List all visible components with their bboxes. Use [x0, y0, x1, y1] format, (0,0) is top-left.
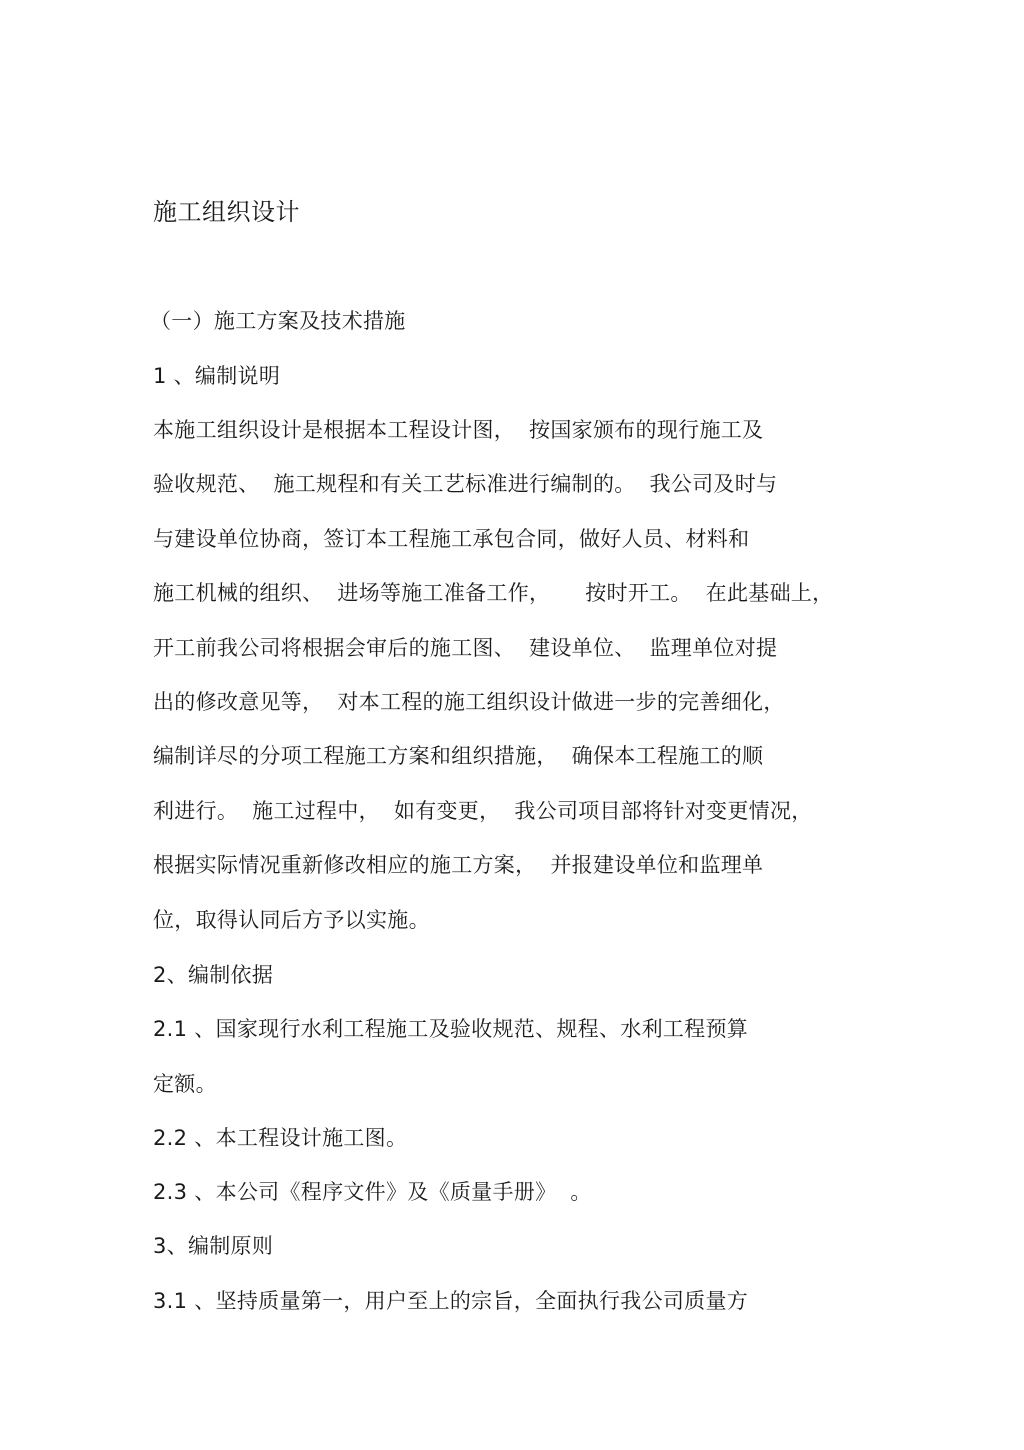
list-item: 2.2 、本工程设计施工图。: [153, 1126, 408, 1150]
paragraph-line: 本施工组织设计是根据本工程设计图， 按国家颁布的现行施工及: [153, 418, 764, 442]
subsection-heading: 2、编制依据: [153, 963, 274, 987]
paragraph-line: 利进行。 施工过程中， 如有变更， 我公司项目部将针对变更情况，: [153, 799, 813, 823]
paragraph-line: 出的修改意见等， 对本工程的施工组织设计做进一步的完善细化，: [153, 690, 785, 714]
list-item: 3.1 、坚持质量第一，用户至上的宗旨，全面执行我公司质量方: [153, 1289, 749, 1313]
subsection-heading: 1 、编制说明: [153, 364, 281, 388]
paragraph-line: 编制详尽的分项工程施工方案和组织措施， 确保本工程施工的顺: [153, 744, 764, 768]
paragraph-line: 开工前我公司将根据会审后的施工图、 建设单位、 监理单位对提: [153, 636, 778, 660]
list-item-continuation: 定额。: [153, 1072, 217, 1096]
paragraph-line: 根据实际情况重新修改相应的施工方案， 并报建设单位和监理单: [153, 853, 764, 877]
paragraph-line: 施工机械的组织、 进场等施工准备工作， 按时开工。 在此基础上，: [153, 581, 834, 605]
paragraph-line: 与建设单位协商，签订本工程施工承包合同，做好人员、材料和: [153, 527, 750, 551]
paragraph-line: 位，取得认同后方予以实施。: [153, 908, 430, 932]
section-heading: （一）施工方案及技术措施: [150, 309, 406, 333]
document-title: 施工组织设计: [153, 198, 300, 226]
list-item: 2.1 、国家现行水利工程施工及验收规范、规程、水利工程预算: [153, 1017, 749, 1041]
subsection-heading: 3、编制原则: [153, 1234, 274, 1258]
list-item: 2.3 、本公司《程序文件》及《质量手册》 。: [153, 1180, 592, 1204]
paragraph-line: 验收规范、 施工规程和有关工艺标准进行编制的。 我公司及时与: [153, 472, 778, 496]
